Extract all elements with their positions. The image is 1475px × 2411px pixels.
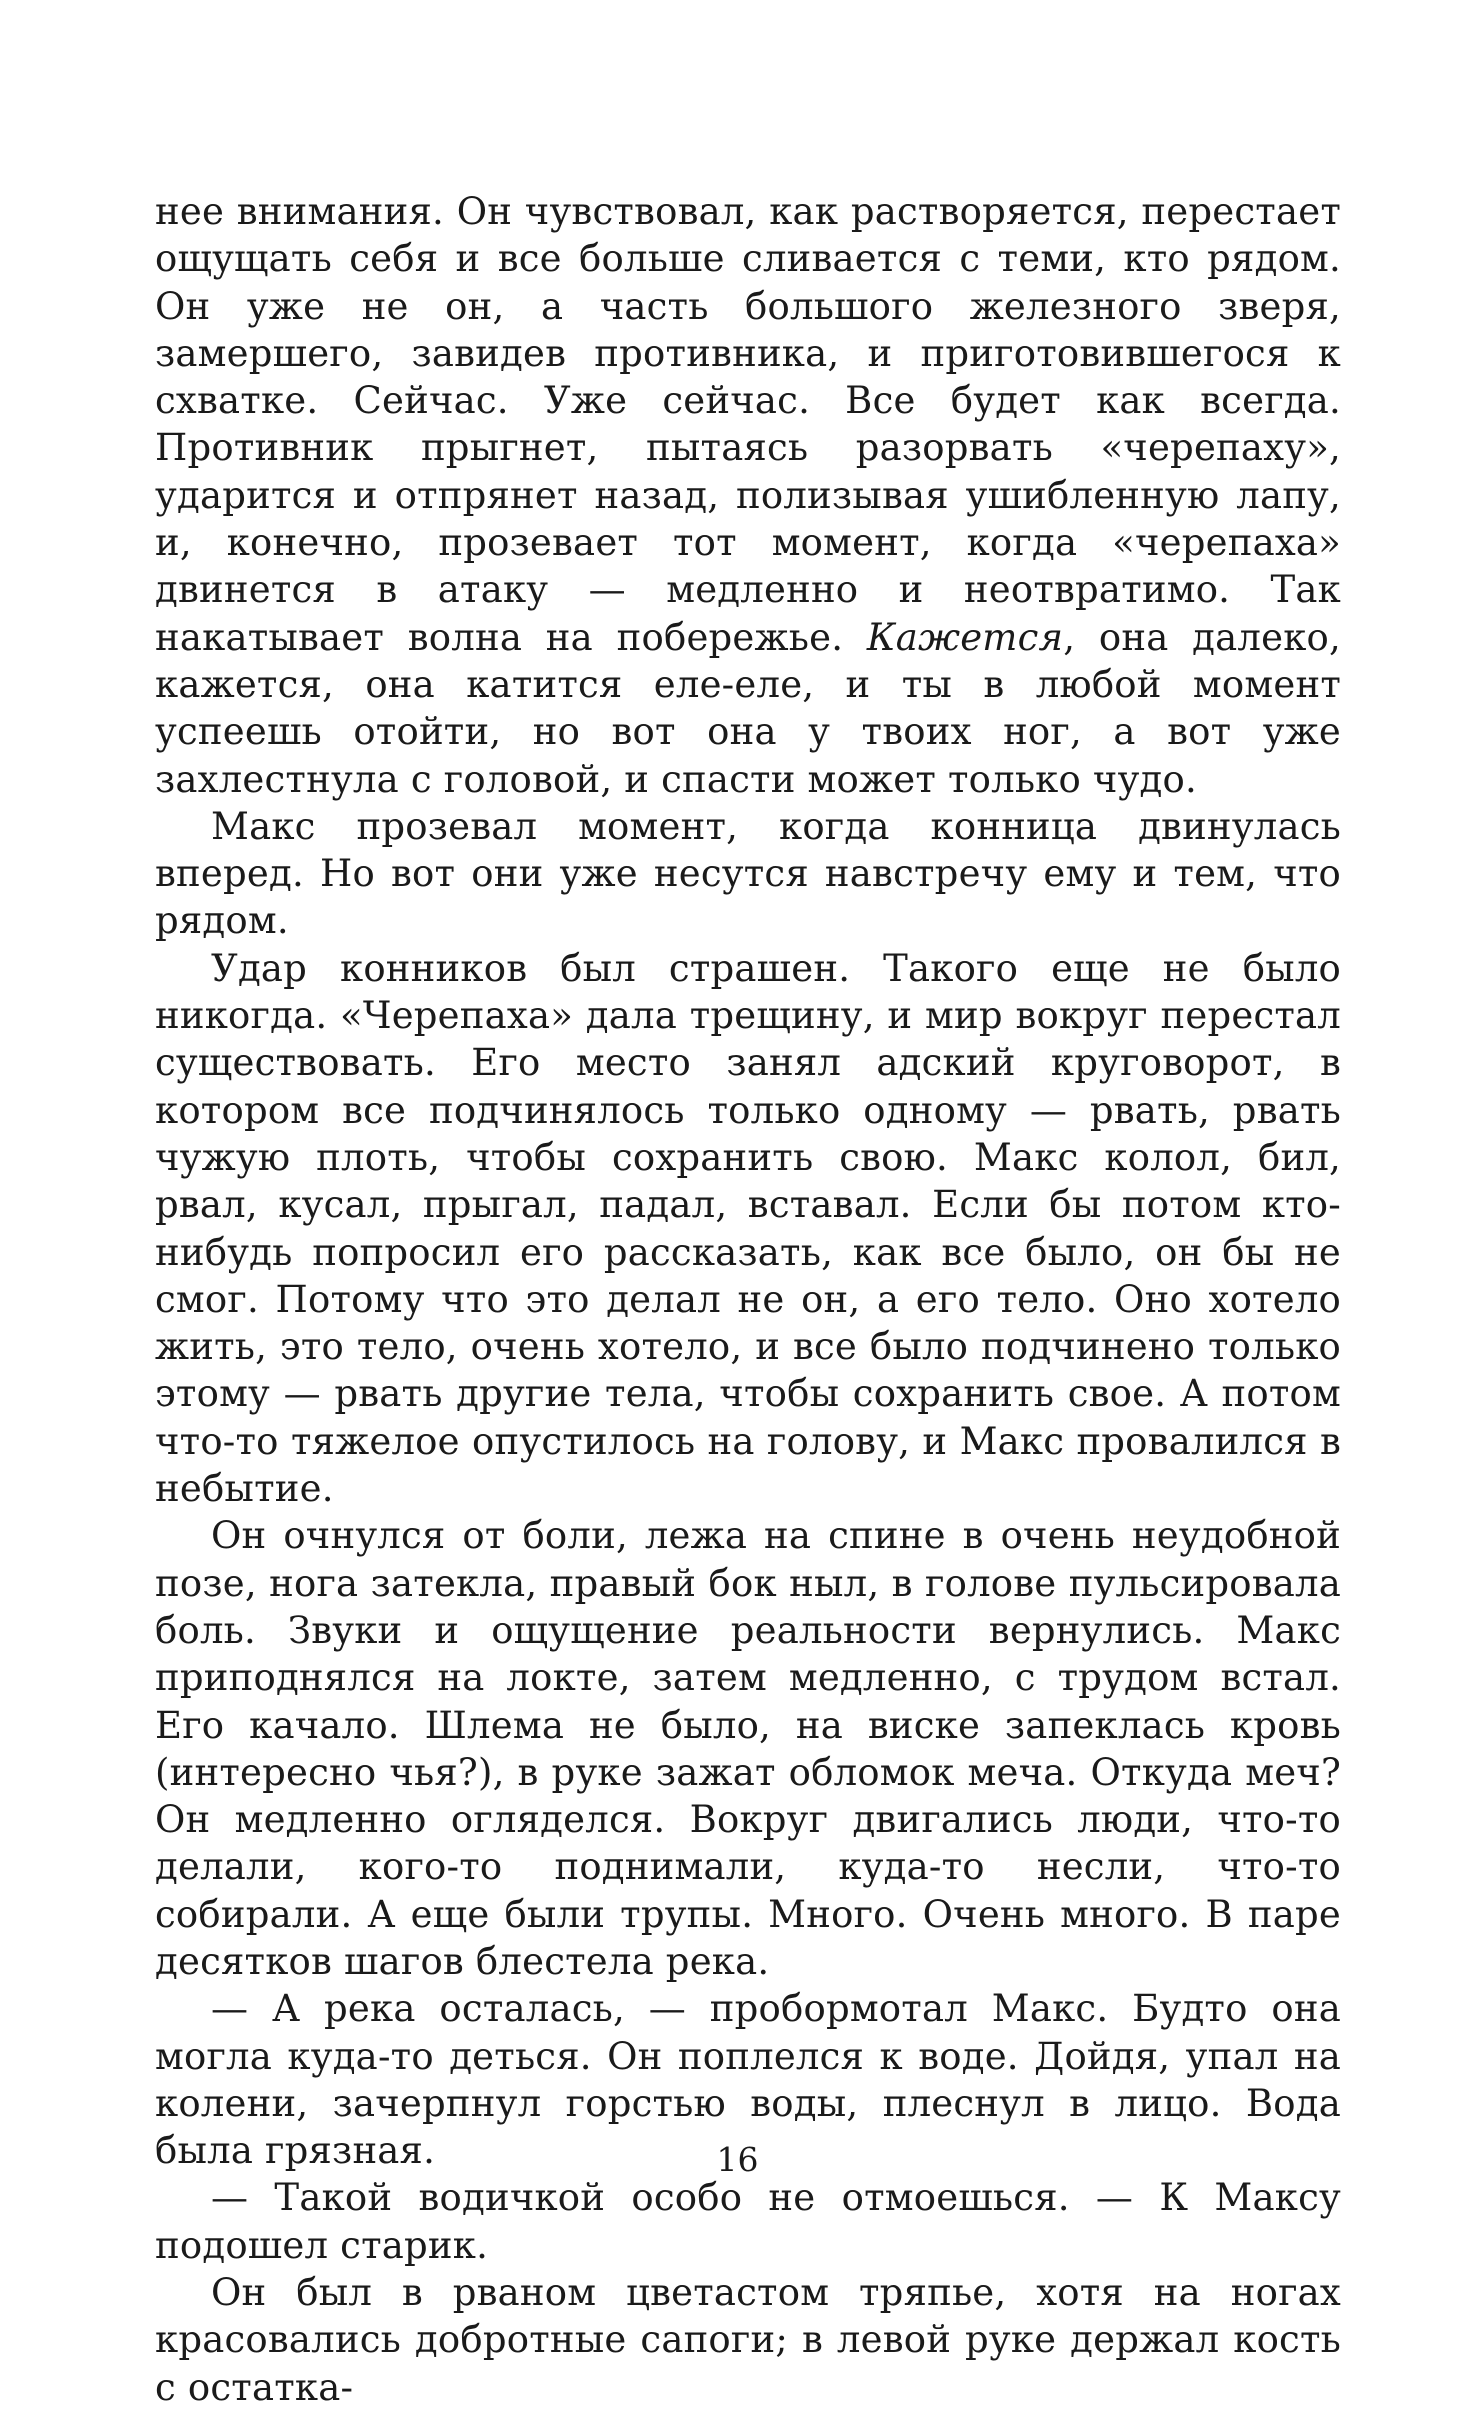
paragraph-5: — А река осталась, — пробормотал Макс. Будто она могла куда-то деться. Он поплелся к воде. Дойдя, упал на колени, зачерпнул горстью воды, плеснул в лицо. Вода была грязная. (155, 1987, 1341, 2173)
paragraph-1 (155, 188, 1341, 803)
body-text (155, 188, 1341, 2411)
paragraph-1-text-start: нее внимания. Он чувствовал, как растворяется, перестает ощущать себя и все больше сливается с теми, кто рядом. Он уже не он, а часть большого железного зверя, замершего, завидев противника, и приготовившегося к схватке. Сейчас. Уже сейчас. Все будет как всегда. Противник прыгнет, пытаясь разорвать «черепаху», ударится и отпрянет назад, полизывая ушибленную лапу, и, конечно, прозевает тот момент, когда «черепаха» двинется в атаку — медленно и неотвратимо. Так накатывает волна на побережье. (155, 190, 1341, 659)
page-number: 16 (716, 2140, 759, 2179)
italic-word: Кажется (866, 615, 1064, 659)
paragraph-1-text-end: , она далеко, кажется, она катится еле-еле, и ты в любой момент успеешь отойти, но вот она у твоих ног, а вот уже захлестнула с головой, и спасти может только чудо. (155, 615, 1341, 801)
paragraph-2: Макс прозевал момент, когда конница двинулась вперед. Но вот они уже несутся навстречу ему и тем, что рядом. (155, 804, 1341, 943)
paragraph-4: Он очнулся от боли, лежа на спине в очень неудобной позе, нога затекла, правый бок ныл, в голове пульсировала боль. Звуки и ощущение реальности вернулись. Макс приподнялся на локте, затем медленно, с трудом встал. Его качало. Шлема не было, на виске запеклась кровь (интересно чья?), в руке зажат обломок меча. Откуда меч? Он медленно огляделся. Вокруг двигались люди, что-то делали, кого-то поднимали, куда-то несли, что-то собирали. А еще были трупы. Много. Очень много. В паре десятков шагов блестела река. (155, 1514, 1341, 1983)
paragraph-6: — Такой водичкой особо не отмоешься. — К Максу подошел старик. (155, 2176, 1341, 2267)
paragraph-3: Удар конников был страшен. Такого еще не было никогда. «Черепаха» дала трещину, и мир вокруг перестал существовать. Его место занял адский круговорот, в котором все подчинялось только одному — рвать, рвать чужую плоть, чтобы сохранить свою. Макс колол, бил, рвал, кусал, прыгал, падал, вставал. Если бы потом кто-нибудь попросил его рассказать, как все было, он бы не смог. Потому что это делал не он, а его тело. Оно хотело жить, это тело, очень хотело, и все было подчинено только этому — рвать другие тела, чтобы сохранить свое. А потом что-то тяжелое опустилось на голову, и Макс провалился в небытие. (155, 946, 1341, 1511)
paragraph-7: Он был в рваном цветастом тряпье, хотя на ногах красовались добротные сапоги; в левой руке держал кость с остатка- (155, 2271, 1341, 2409)
